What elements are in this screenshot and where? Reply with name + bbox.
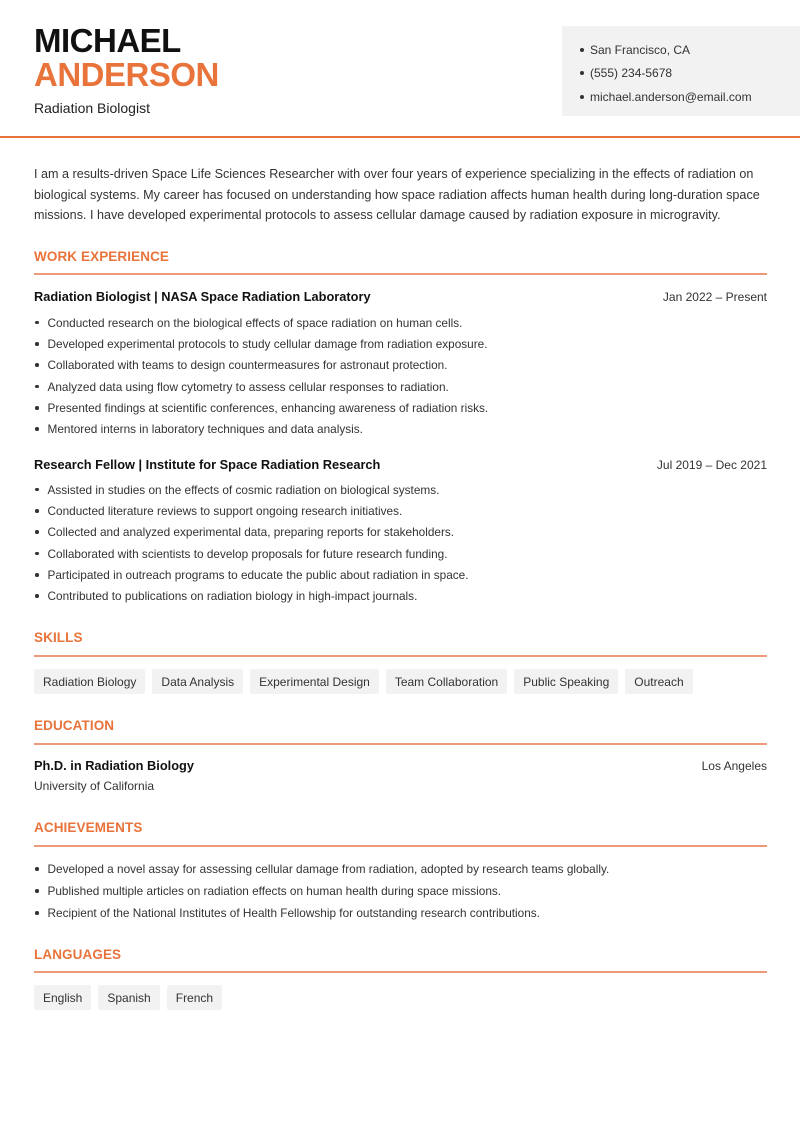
job-bullets xyxy=(34,479,767,607)
education-school: University of California xyxy=(34,779,155,793)
bullet-icon xyxy=(35,573,39,577)
bullet-text: Developed a novel assay for assessing cellular damage from radiation, adopted by research teams globally. xyxy=(47,862,610,876)
section-title-skills: SKILLS xyxy=(34,630,83,645)
bullet-text: Collected and analyzed experimental data, preparing reports for stakeholders. xyxy=(47,525,455,540)
list-item xyxy=(34,564,767,585)
job-dates: Jan 2022 – Present xyxy=(662,290,767,304)
bullet-icon xyxy=(35,363,39,367)
list-item xyxy=(34,585,767,606)
education-degree: Ph.D. in Radiation Biology xyxy=(34,758,194,773)
contact-email-text[interactable]: michael.anderson@email.com xyxy=(590,89,752,104)
list-item xyxy=(34,479,767,500)
bullet-icon xyxy=(35,889,39,893)
bullet-text: Contributed to publications on radiation biology in high-impact journals. xyxy=(47,589,418,604)
list-item xyxy=(34,355,767,376)
bullet-text: Collaborated with scientists to develop proposals for future research funding. xyxy=(47,546,448,561)
skill-chip: Team Collaboration xyxy=(386,669,507,694)
bullet-text: Published multiple articles on radiation effects on human health during space missions. xyxy=(47,884,502,898)
skill-chip: Experimental Design xyxy=(250,669,379,694)
language-chip: Spanish xyxy=(98,985,159,1010)
bullet-text: Analyzed data using flow cytometry to assess cellular responses to radiation. xyxy=(47,379,449,394)
list-item xyxy=(34,500,767,521)
bullet-text: Collaborated with teams to design countermeasures for astronaut protection. xyxy=(47,358,448,373)
bullet-icon xyxy=(580,95,584,99)
job-bullets xyxy=(34,312,767,440)
bullet-text: Assisted in studies on the effects of cosmic radiation on biological systems. xyxy=(47,482,440,497)
section-divider xyxy=(34,845,767,847)
bullet-icon xyxy=(580,71,584,75)
bullet-text: Conducted literature reviews to support ongoing research initiatives. xyxy=(47,503,403,518)
bullet-icon xyxy=(35,552,39,556)
contact-location-text: San Francisco, CA xyxy=(590,42,691,57)
section-divider xyxy=(34,743,767,745)
bullet-icon xyxy=(35,321,39,325)
education-location: Los Angeles xyxy=(701,759,767,773)
language-chip: English xyxy=(34,985,91,1010)
section-divider xyxy=(34,971,767,973)
education-header xyxy=(34,758,767,773)
first-name: MICHAEL xyxy=(34,22,181,59)
bullet-icon xyxy=(35,530,39,534)
contact-location xyxy=(580,38,800,62)
contact-phone xyxy=(580,62,800,86)
bullet-text: Mentored interns in laboratory techniques and data analysis. xyxy=(47,422,363,437)
section-title-work: WORK EXPERIENCE xyxy=(34,249,170,264)
job-header xyxy=(34,289,767,304)
list-item xyxy=(34,858,767,880)
skill-chip: Public Speaking xyxy=(514,669,618,694)
skill-chip: Outreach xyxy=(625,669,692,694)
bullet-icon xyxy=(35,406,39,410)
list-item xyxy=(34,397,767,418)
job-title: Radiation Biologist xyxy=(34,100,150,116)
job-role: Radiation Biologist | NASA Space Radiation Laboratory xyxy=(34,289,371,304)
bullet-icon xyxy=(35,594,39,598)
bullet-text: Recipient of the National Institutes of Health Fellowship for outstanding research contributions. xyxy=(47,906,540,920)
job-role: Research Fellow | Institute for Space Radiation Research xyxy=(34,457,381,472)
language-chip: French xyxy=(167,985,222,1010)
bullet-text: Developed experimental protocols to study cellular damage from radiation exposure. xyxy=(47,336,488,351)
list-item xyxy=(34,418,767,439)
section-title-languages: LANGUAGES xyxy=(34,947,122,962)
bullet-icon xyxy=(35,911,39,915)
skill-chip: Data Analysis xyxy=(152,669,243,694)
summary: I am a results-driven Space Life Sciences Researcher with over four years of experience specializing in the effects of radiation on biological systems. My career has focused on understanding how space radiation affects human health during long-duration space missions. I have developed experimental protocols to assess cellular damage caused by radiation exposure in microgravity. xyxy=(34,167,760,222)
bullet-icon xyxy=(35,509,39,513)
bullet-text: Conducted research on the biological effects of space radiation on human cells. xyxy=(47,315,463,330)
list-item xyxy=(34,543,767,564)
section-divider xyxy=(34,655,767,657)
bullet-icon xyxy=(35,385,39,389)
skills-list xyxy=(34,669,693,694)
bullet-icon xyxy=(35,342,39,346)
skill-chip: Radiation Biology xyxy=(34,669,145,694)
contact-email[interactable] xyxy=(580,85,800,109)
bullet-text: Participated in outreach programs to educate the public about radiation in space. xyxy=(47,567,469,582)
bullet-icon xyxy=(35,427,39,431)
list-item xyxy=(34,902,767,924)
job-header xyxy=(34,457,767,472)
contact-box xyxy=(562,26,800,116)
last-name: ANDERSON xyxy=(34,56,219,93)
contact-phone-text: (555) 234-5678 xyxy=(590,66,673,81)
bullet-icon xyxy=(35,488,39,492)
list-item xyxy=(34,312,767,333)
list-item xyxy=(34,333,767,354)
section-title-achievements: ACHIEVEMENTS xyxy=(34,820,143,835)
section-divider xyxy=(34,273,767,275)
resume-header xyxy=(0,0,800,138)
bullet-icon xyxy=(35,867,39,871)
list-item xyxy=(34,376,767,397)
list-item xyxy=(34,522,767,543)
bullet-icon xyxy=(580,48,584,52)
achievements-list xyxy=(34,858,767,924)
job-dates: Jul 2019 – Dec 2021 xyxy=(656,458,767,472)
bullet-text: Presented findings at scientific conferences, enhancing awareness of radiation risks. xyxy=(47,400,489,415)
section-title-education: EDUCATION xyxy=(34,718,115,733)
list-item xyxy=(34,880,767,902)
languages-list xyxy=(34,985,222,1010)
